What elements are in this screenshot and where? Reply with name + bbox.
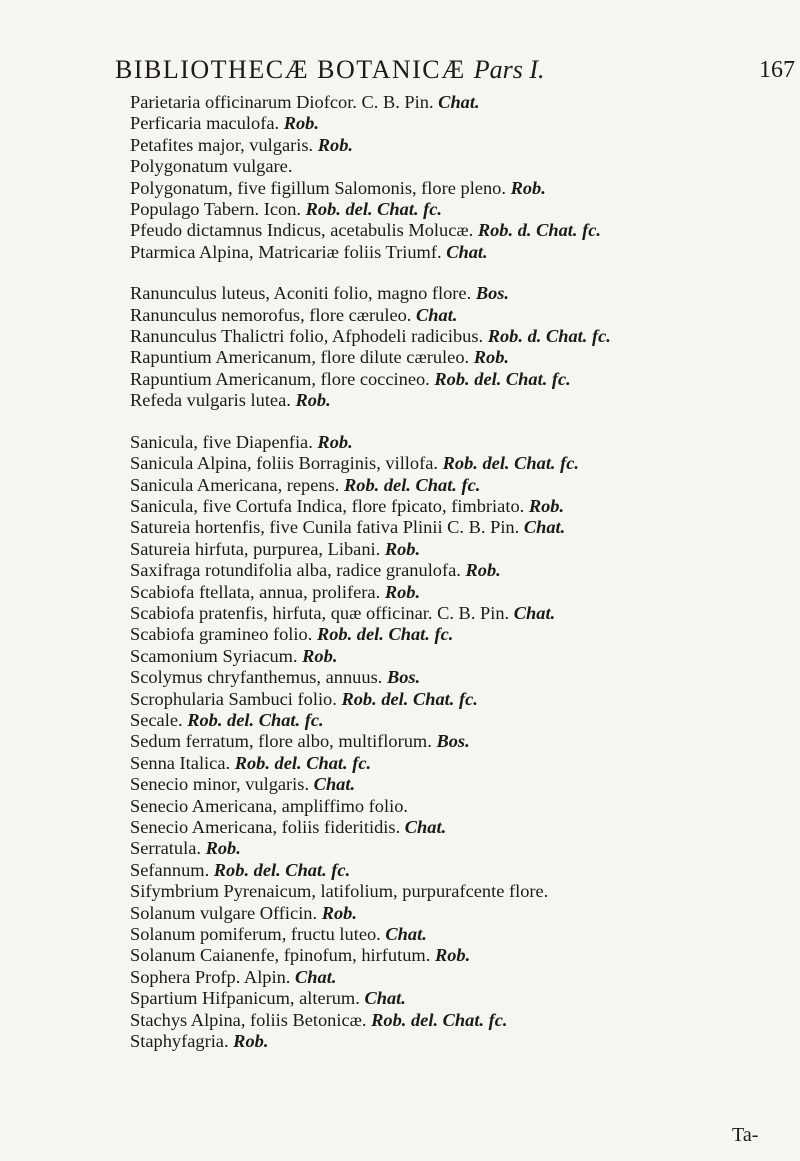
plant-name: Polygonatum, five figillum Salomonis, flore pleno. (130, 177, 506, 198)
source-abbreviation: Rob. del. Chat. fc. (187, 709, 324, 730)
source-abbreviation: Rob. (295, 390, 331, 411)
source-abbreviation: Rob. (528, 495, 565, 516)
plant-name: Sanicula Alpina, foliis Borraginis, villofa. (130, 453, 438, 474)
list-item (130, 453, 800, 474)
list-item (130, 1031, 800, 1052)
list-item (130, 560, 800, 581)
list-item (130, 135, 800, 156)
plant-name: Ranunculus luteus, Aconiti folio, magno flore. (130, 283, 472, 304)
plant-name: Stachys Alpina, foliis Betonicæ. (130, 1009, 367, 1030)
plant-name: Solanum pomiferum, fructu luteo. (130, 924, 381, 945)
plant-name: Spartium Hifpanicum, alterum. (130, 988, 360, 1009)
plant-name: Populago Tabern. Icon. (130, 199, 302, 220)
list-item (130, 390, 800, 411)
plant-name: Scabiofa ftellata, annua, prolifera. (130, 581, 381, 602)
plant-name: Ptarmica Alpina, Matricariæ foliis Triumf. (130, 241, 442, 262)
list-item (130, 517, 800, 538)
source-abbreviation: Rob. (434, 945, 471, 966)
plant-name: Ranunculus Thalictri folio, Afphodeli radicibus. (130, 326, 484, 347)
plant-name: Sanicula, five Cortufa Indica, flore fpicato, fimbriato. (130, 495, 525, 516)
plant-name: Solanum Caianenfe, fpinofum, hirfutum. (130, 945, 431, 966)
plant-name: Satureia hirfuta, purpurea, Libani. (130, 538, 381, 559)
plant-name: Saxifraga rotundifolia alba, radice granulofa. (130, 560, 461, 581)
plant-name: Solanum vulgare Officin. (130, 902, 318, 923)
list-item (130, 92, 800, 113)
source-abbreviation: Rob. del. Chat. fc. (442, 453, 580, 474)
list-item (130, 689, 800, 710)
source-abbreviation: Chat. (523, 517, 566, 538)
source-abbreviation: Rob. (465, 560, 501, 581)
plant-name: Sanicula Americana, repens. (130, 474, 340, 495)
source-abbreviation: Rob. (233, 1031, 269, 1052)
list-item (130, 860, 800, 881)
entry-group (0, 283, 800, 411)
plant-name: Pfeudo dictamnus Indicus, acetabulis Molucæ. (130, 220, 474, 241)
source-abbreviation: Rob. (384, 538, 421, 559)
list-item (130, 220, 800, 241)
running-head-title: BIBLIOTHECÆ BOTANICÆ (115, 55, 466, 84)
list-item (130, 496, 800, 517)
list-item (130, 838, 800, 859)
plant-name: Sedum ferratum, flore albo, multiflorum. (130, 731, 432, 752)
source-abbreviation: Rob. (302, 645, 338, 666)
list-item (130, 326, 800, 347)
plant-name: Senecio Americana, foliis fideritidis. (130, 817, 401, 837)
entry-group (0, 432, 800, 1053)
plant-name: Sanicula, five Diapenfia. (130, 431, 313, 452)
source-abbreviation: Rob. del. Chat. fc. (434, 368, 571, 389)
list-item (130, 199, 800, 220)
source-abbreviation: Rob. (283, 113, 319, 134)
plant-name: Polygonatum vulgare. (130, 156, 293, 177)
list-item (130, 1010, 800, 1031)
source-abbreviation: Chat. (313, 774, 356, 795)
plant-name: Senecio minor, vulgaris. (130, 774, 310, 795)
list-item (130, 646, 800, 667)
list-item (130, 967, 800, 988)
source-abbreviation: Rob. (317, 431, 353, 452)
list-item (130, 603, 800, 624)
plant-name: Serratula. (130, 838, 201, 859)
source-abbreviation: Rob. (384, 581, 421, 602)
page-header (115, 55, 795, 95)
list-item (130, 347, 800, 368)
source-abbreviation: Rob. (473, 347, 509, 368)
source-abbreviation: Bos. (475, 283, 510, 304)
source-abbreviation: Chat. (446, 241, 488, 262)
plant-name: Secale. (130, 709, 183, 730)
list-item (130, 881, 800, 902)
source-abbreviation: Rob. (321, 902, 357, 923)
running-head (115, 55, 545, 85)
source-abbreviation: Rob. del. Chat. fc. (305, 199, 443, 220)
source-abbreviation: Rob. del. Chat. fc. (343, 474, 481, 495)
list-item (130, 369, 800, 390)
list-item (130, 432, 800, 453)
plant-name: Scolymus chryfanthemus, annuus. (130, 667, 383, 688)
plant-name: Perficaria maculofa. (130, 113, 280, 134)
list-item (130, 178, 800, 199)
plant-name: Rapuntium Americanum, flore dilute cæruleo. (130, 347, 470, 368)
source-abbreviation: Rob. del. Chat. fc. (213, 859, 351, 880)
list-item (130, 242, 800, 263)
plant-name: Sophera Profp. Alpin. (130, 966, 291, 987)
page-number: 167 (759, 57, 795, 83)
plant-name: Senna Italica. (130, 752, 231, 773)
source-abbreviation: Rob. del. Chat. fc. (371, 1009, 508, 1030)
source-abbreviation: Chat. (513, 602, 556, 623)
source-abbreviation: Rob. d. Chat. fc. (477, 220, 601, 241)
source-abbreviation: Chat. (438, 92, 480, 112)
list-item (130, 582, 800, 603)
list-item (130, 305, 800, 326)
list-item (130, 283, 800, 304)
plant-name: Staphyfagria. (130, 1031, 229, 1052)
source-abbreviation: Rob. del. Chat. fc. (234, 752, 372, 773)
list-item (130, 774, 800, 795)
list-item (130, 945, 800, 966)
source-abbreviation: Bos. (386, 667, 421, 688)
source-abbreviation: Chat. (416, 304, 458, 325)
list-item (130, 988, 800, 1009)
source-abbreviation: Chat. (364, 988, 406, 1009)
plant-name: Sefannum. (130, 859, 210, 880)
source-abbreviation: Chat. (385, 924, 427, 945)
list-item (130, 924, 800, 945)
plant-name: Sifymbrium Pyrenaicum, latifolium, purpurafcente flore. (130, 881, 549, 902)
running-head-part: Pars I. (473, 55, 545, 84)
plant-name: Parietaria officinarum Diofcor. C. B. Pin. (130, 92, 434, 112)
source-abbreviation: Rob. (317, 134, 353, 155)
list-item (130, 667, 800, 688)
plant-name: Refeda vulgaris lutea. (130, 390, 291, 411)
source-abbreviation: Rob. del. Chat. fc. (316, 624, 454, 645)
catchword: Ta- (732, 1124, 759, 1146)
list-item (130, 796, 800, 817)
plant-name: Satureia hortenfis, five Cunila fativa Plinii C. B. Pin. (130, 517, 520, 538)
list-item (130, 539, 800, 560)
plant-name: Petafites major, vulgaris. (130, 134, 314, 155)
plant-name: Ranunculus nemorofus, flore cæruleo. (130, 304, 412, 325)
list-item (130, 753, 800, 774)
plant-name: Scrophularia Sambuci folio. (130, 688, 337, 709)
list-item (130, 903, 800, 924)
list-item (130, 475, 800, 496)
plant-name: Senecio Americana, ampliffimo folio. (130, 795, 408, 816)
list-item (130, 731, 800, 752)
plant-list (0, 92, 800, 1052)
plant-name: Scamonium Syriacum. (130, 645, 298, 666)
list-item (130, 817, 800, 838)
entry-group (0, 92, 800, 263)
list-item (130, 710, 800, 731)
list-item (130, 624, 800, 645)
source-abbreviation: Chat. (404, 817, 447, 837)
source-abbreviation: Rob. (205, 838, 241, 859)
source-abbreviation: Chat. (295, 966, 337, 987)
source-abbreviation: Rob. d. Chat. fc. (487, 326, 611, 347)
source-abbreviation: Rob. (510, 177, 546, 198)
plant-name: Scabiofa pratenfis, hirfuta, quæ officinar. C. B. Pin. (130, 602, 510, 623)
list-item (130, 113, 800, 134)
source-abbreviation: Rob. del. Chat. fc. (341, 688, 478, 709)
list-item (130, 156, 800, 177)
source-abbreviation: Bos. (436, 731, 470, 752)
plant-name: Rapuntium Americanum, flore coccineo. (130, 368, 430, 389)
plant-name: Scabiofa gramineo folio. (130, 624, 313, 645)
